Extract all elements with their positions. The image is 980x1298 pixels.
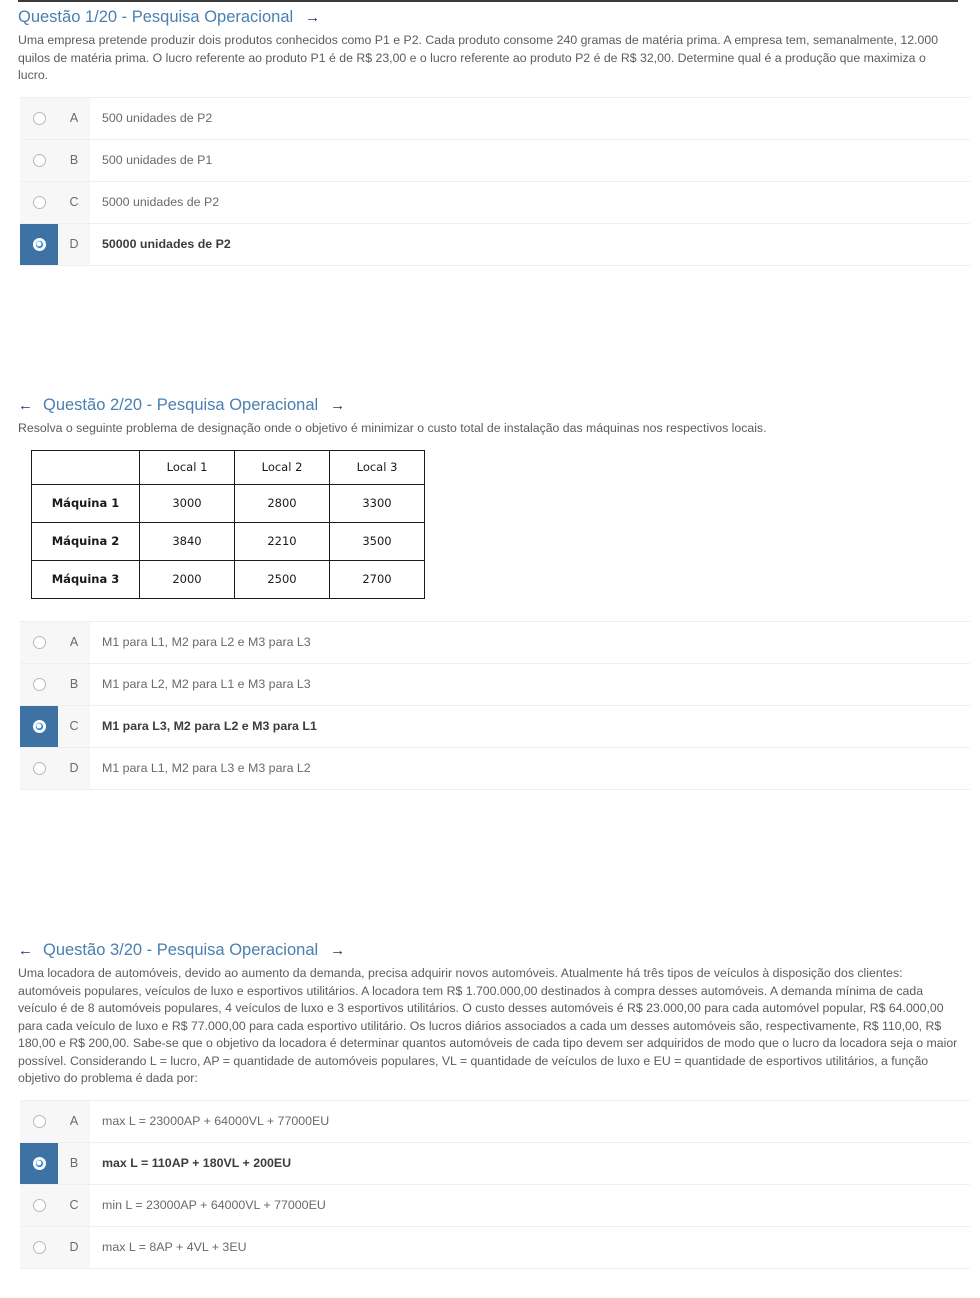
option-radio-cell[interactable] bbox=[20, 140, 58, 181]
table-cell: 3300 bbox=[330, 484, 425, 522]
option-row[interactable] bbox=[20, 182, 970, 224]
table-row bbox=[32, 522, 425, 560]
question-body-3: Uma locadora de automóveis, devido ao aumento da demanda, precisa adquirir novos automóveis. Atualmente há três tipos de veículos à disposição dos clientes: automóveis populares, veículos de luxo e esportivos utilitários. A locadora tem R$ 1.700.000,00 destinados à compra desses automóveis. A demanda mínima de cada veículo é de 8 automóveis populares, 4 veículos de luxo e 3 esportivos utilitários. O custo desses automóveis é R$ 23.000,00 para cada automóvel popular, R$ 64.000,00 para cada veículo de luxo e R$ 77.000,00 para cada esportivo utilitário. Os lucros diários associados a cada um desses automóveis são, respectivamente, R$ 110,00, R$ 180,00 e R$ 200,00. Sabe-se que o objetivo da locadora é determinar quantos automóveis de cada tipo devem ser adquiridos de modo que o lucro da locadora seja o maior possível. Considerando L = lucro, AP = quantidade de automóveis populares, VL = quantidade de veículos de luxo e EU = quantidade de esportivos utilitários, a função objetivo do problema é dada por: bbox=[18, 966, 958, 1085]
table-column-header: Local 1 bbox=[140, 450, 235, 484]
options-list-2 bbox=[20, 621, 970, 790]
radio-button-icon[interactable] bbox=[33, 678, 46, 691]
option-letter: C bbox=[58, 706, 90, 747]
radio-button-icon[interactable] bbox=[33, 1241, 46, 1254]
table-options-spacer bbox=[0, 599, 980, 621]
option-text-selected[interactable]: M1 para L3, M2 para L2 e M3 para L1 bbox=[90, 706, 970, 747]
option-letter: C bbox=[58, 1185, 90, 1226]
radio-button-icon[interactable] bbox=[33, 636, 46, 649]
next-question-arrow-icon[interactable]: → bbox=[330, 941, 346, 959]
radio-button-icon[interactable] bbox=[33, 1199, 46, 1212]
table-cell: 3840 bbox=[140, 522, 235, 560]
option-text-selected[interactable]: max L = 110AP + 180VL + 200EU bbox=[90, 1143, 970, 1184]
table-row-header: Máquina 1 bbox=[32, 484, 140, 522]
option-radio-cell[interactable] bbox=[20, 182, 58, 223]
option-letter: B bbox=[58, 1143, 90, 1184]
question-header-2 bbox=[0, 390, 980, 418]
table-cell: 3000 bbox=[140, 484, 235, 522]
table-cell: 2500 bbox=[235, 560, 330, 598]
cost-matrix-table bbox=[31, 450, 425, 599]
option-row[interactable] bbox=[20, 1185, 970, 1227]
option-text[interactable]: 500 unidades de P2 bbox=[90, 98, 970, 139]
option-text[interactable]: max L = 8AP + 4VL + 3EU bbox=[90, 1227, 970, 1268]
option-text[interactable]: M1 para L1, M2 para L2 e M3 para L3 bbox=[90, 622, 970, 663]
radio-button-icon[interactable] bbox=[33, 112, 46, 125]
radio-button-checked-icon[interactable] bbox=[33, 720, 46, 733]
option-row[interactable] bbox=[20, 664, 970, 706]
option-radio-cell[interactable] bbox=[20, 1101, 58, 1142]
option-text[interactable]: 5000 unidades de P2 bbox=[90, 182, 970, 223]
option-letter: A bbox=[58, 98, 90, 139]
table-row-header: Máquina 2 bbox=[32, 522, 140, 560]
previous-question-arrow-icon[interactable]: ← bbox=[18, 941, 33, 959]
option-row[interactable] bbox=[20, 1227, 970, 1269]
question-title-1: Questão 1/20 - Pesquisa Operacional bbox=[18, 8, 294, 26]
option-letter: B bbox=[58, 664, 90, 705]
table-row bbox=[32, 484, 425, 522]
table-row-header: Máquina 3 bbox=[32, 560, 140, 598]
question-block-2 bbox=[0, 390, 980, 790]
option-letter: D bbox=[58, 1227, 90, 1268]
question-title-3: Questão 3/20 - Pesquisa Operacional bbox=[43, 941, 319, 959]
previous-question-arrow-icon[interactable]: ← bbox=[18, 396, 33, 414]
question-body-2: Resolva o seguinte problema de designação onde o objetivo é minimizar o custo total de instalação das máquinas nos respectivos locais. bbox=[18, 421, 767, 435]
option-text-selected[interactable]: 50000 unidades de P2 bbox=[90, 224, 970, 265]
option-text[interactable]: min L = 23000AP + 64000VL + 77000EU bbox=[90, 1185, 970, 1226]
table-header-row bbox=[32, 450, 425, 484]
option-row[interactable] bbox=[20, 622, 970, 664]
option-text[interactable]: M1 para L1, M2 para L3 e M3 para L2 bbox=[90, 748, 970, 789]
radio-button-icon[interactable] bbox=[33, 1115, 46, 1128]
table-cell: 2800 bbox=[235, 484, 330, 522]
option-row[interactable] bbox=[20, 706, 970, 748]
option-row[interactable] bbox=[20, 748, 970, 790]
table-column-header: Local 3 bbox=[330, 450, 425, 484]
option-row[interactable] bbox=[20, 224, 970, 266]
option-letter: B bbox=[58, 140, 90, 181]
question-body-1: Uma empresa pretende produzir dois produtos conhecidos como P1 e P2. Cada produto consome 240 gramas de matéria prima. A empresa tem, semanalmente, 12.000 quilos de matéria prima. O lucro referente ao produto P1 é de R$ 23,00 e o lucro referente ao produto P2 é de R$ 32,00. Determine qual é a produção que maximiza o lucro. bbox=[18, 33, 939, 82]
option-letter: A bbox=[58, 622, 90, 663]
question-block-3 bbox=[0, 935, 980, 1269]
table-row bbox=[32, 560, 425, 598]
radio-button-icon[interactable] bbox=[33, 762, 46, 775]
radio-button-checked-icon[interactable] bbox=[33, 1157, 46, 1170]
option-radio-cell[interactable] bbox=[20, 1227, 58, 1268]
option-row[interactable] bbox=[20, 1101, 970, 1143]
table-column-header: Local 2 bbox=[235, 450, 330, 484]
table-cell: 2000 bbox=[140, 560, 235, 598]
option-letter: D bbox=[58, 748, 90, 789]
table-cell: 3500 bbox=[330, 522, 425, 560]
option-row[interactable] bbox=[20, 140, 970, 182]
option-letter: D bbox=[58, 224, 90, 265]
next-question-arrow-icon[interactable]: → bbox=[330, 396, 346, 414]
option-letter: A bbox=[58, 1101, 90, 1142]
option-row[interactable] bbox=[20, 98, 970, 140]
cost-matrix-wrapper bbox=[31, 450, 980, 599]
option-radio-cell[interactable] bbox=[20, 98, 58, 139]
radio-button-checked-icon[interactable] bbox=[33, 238, 46, 251]
radio-button-icon[interactable] bbox=[33, 154, 46, 167]
option-radio-cell[interactable] bbox=[20, 622, 58, 663]
option-radio-cell[interactable] bbox=[20, 664, 58, 705]
options-list-1 bbox=[20, 97, 970, 266]
question-header-1 bbox=[0, 2, 980, 30]
option-letter: C bbox=[58, 182, 90, 223]
option-text[interactable]: M1 para L2, M2 para L1 e M3 para L3 bbox=[90, 664, 970, 705]
question-title-2: Questão 2/20 - Pesquisa Operacional bbox=[43, 396, 319, 414]
option-radio-cell[interactable] bbox=[20, 748, 58, 789]
radio-button-icon[interactable] bbox=[33, 196, 46, 209]
table-corner-cell bbox=[32, 450, 140, 484]
question-header-3 bbox=[0, 935, 980, 963]
options-list-3 bbox=[20, 1100, 970, 1269]
option-radio-cell[interactable] bbox=[20, 1185, 58, 1226]
option-radio-cell-selected[interactable] bbox=[20, 1143, 58, 1184]
option-radio-cell-selected[interactable] bbox=[20, 224, 58, 265]
option-radio-cell-selected[interactable] bbox=[20, 706, 58, 747]
option-text[interactable]: 500 unidades de P1 bbox=[90, 140, 970, 181]
next-question-arrow-icon[interactable]: → bbox=[305, 8, 321, 26]
table-cell: 2700 bbox=[330, 560, 425, 598]
table-cell: 2210 bbox=[235, 522, 330, 560]
option-row[interactable] bbox=[20, 1143, 970, 1185]
question-block-1 bbox=[0, 0, 980, 266]
option-text[interactable]: max L = 23000AP + 64000VL + 77000EU bbox=[90, 1101, 970, 1142]
